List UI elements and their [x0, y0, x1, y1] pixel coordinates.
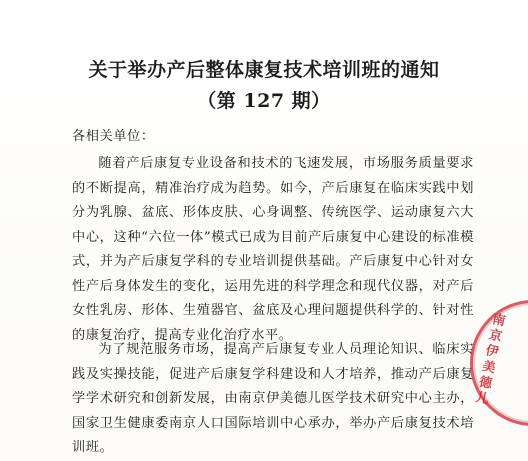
issue-number: （第 127 期）: [197, 90, 331, 112]
paragraph-1: 随着产后康复专业设备和技术的飞速发展，市场服务质量要求的不断提高，精准治疗成为趋势。如今，产后康复在临床实践中划分为乳腺、盆底、形体皮肤、心身调整、传统医学、运动康复六大中心，这种“六位一体”模式已成为目前产后康复中心建设的标准模式，并为产后康复学科的专业培训提供基础。产后康复中心针对女性产后身体发生的变化，运用先进的科学理念和现代仪器，对产后女性乳房、形体、生殖器官、盆底及心理问题提供科学的、针对性的康复治疗，提高专业化治疗水平。: [72, 156, 474, 343]
seal-char: 美: [480, 358, 497, 377]
seal-char: 德: [477, 374, 494, 392]
seal-char: 儿: [474, 390, 491, 408]
seal-char: 京: [487, 327, 504, 346]
salutation: 各相关单位：: [72, 129, 155, 144]
seal-char: 南: [490, 312, 507, 330]
paragraph-2: 为了规范服务市场，提高产后康复专业人员理论知识、临床实践及实操技能，促进产后康复学科建设和人才培养，推动产后康复学学术研究和创新发展，由南京伊美德儿医学技术研究中心主办，国家卫生健康委南京人口国际培训中心承办，举办产后康复技术培训班。: [72, 342, 474, 455]
seal-char: 伊: [484, 343, 501, 361]
document-title: 关于举办产后整体康复技术培训班的通知: [88, 59, 440, 81]
